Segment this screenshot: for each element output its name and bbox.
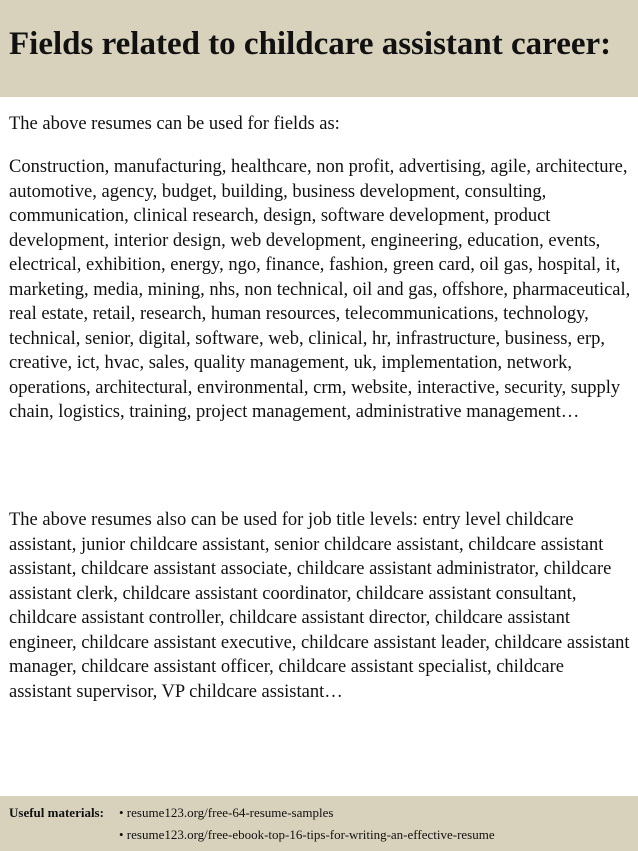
intro-text: The above resumes can be used for fields as: bbox=[9, 114, 340, 134]
footer-link-ebook[interactable]: • resume123.org/free-ebook-top-16-tips-for-writing-an-effective-resume bbox=[119, 827, 495, 842]
fields-paragraph: Construction, manufacturing, healthcare, non profit, advertising, agile, architecture, automotive, agency, budget, building, business development, consulting, communication, clinical research, design, software development, product development, interior design, web development, engineering, education, events, electrical, exhibition, energy, ngo, finance, fashion, green card, oil gas, hospital, it, marketing, media, mining, nhs, non technical, oil and gas, offshore, pharmaceutical, real estate, retail, research, human resources, telecommunications, technology, technical, senior, digital, software, web, clinical, hr, infrastructure, business, erp, creative, ict, hvac, sales, quality management, uk, implementation, network, operations, architectural, environmental, crm, website, interactive, security, supply chain, logistics, training, project management, administrative management… bbox=[9, 157, 631, 422]
page-title: Fields related to childcare assistant career: bbox=[9, 26, 612, 62]
job-titles-paragraph: The above resumes also can be used for job title levels: entry level childcare assistant, junior childcare assistant, senior childcare assistant, childcare assistant assistant, childcare assistant associate, childcare assistant administrator, childcare assistant clerk, childcare assistant coordinator, childcare assistant consultant, childcare assistant controller, childcare assistant director, childcare assistant engineer, childcare assistant executive, childcare assistant leader, childcare assistant manager, childcare assistant officer, childcare assistant specialist, childcare assistant supervisor, VP childcare assistant… bbox=[9, 510, 630, 702]
useful-materials-colon: : bbox=[99, 805, 104, 820]
footer-link-samples[interactable]: • resume123.org/free-64-resume-samples bbox=[119, 805, 334, 820]
useful-materials-label-text: Useful materials bbox=[9, 805, 100, 820]
footer-row-2 bbox=[9, 824, 638, 846]
footer-row-1 bbox=[9, 802, 638, 824]
useful-materials-label bbox=[9, 802, 119, 824]
footer-band bbox=[0, 796, 638, 851]
title-band bbox=[0, 0, 638, 97]
